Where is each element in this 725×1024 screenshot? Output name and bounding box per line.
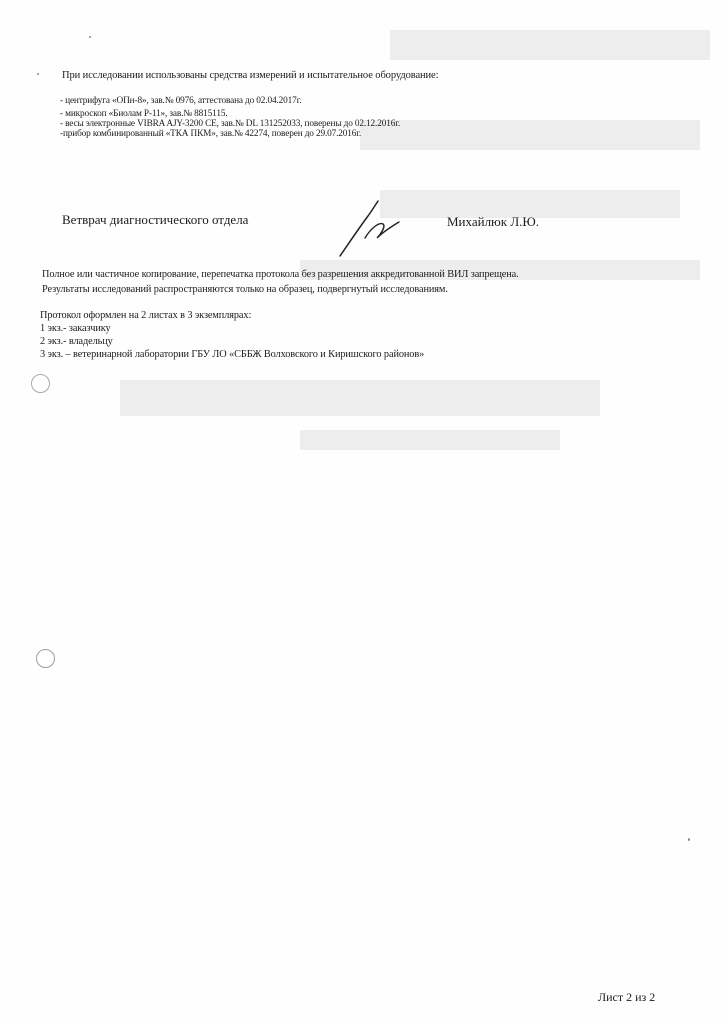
equipment-item-microscope: - микроскоп «Биолам Р-11», зав.№ 8815115.: [60, 109, 228, 119]
scan-speck: [89, 36, 91, 38]
sheet-number: Лист 2 из 2: [598, 990, 656, 1004]
protocol-summary: Протокол оформлен на 2 листах в 3 экземплярах:: [40, 310, 252, 321]
equipment-intro: При исследовании использованы средства измерений и испытательное оборудование:: [62, 70, 439, 81]
copy-recipient-owner: 2 экз.- владельцу: [40, 336, 113, 347]
equipment-item-meter: -прибор комбинированный «ТКА ПКМ», зав.№ 42274, поверен до 29.07.2016г.: [60, 129, 362, 139]
equipment-item-scales: - весы электронные VIBRA AJY-3200 CE, зав.№ DL 131252033, поверены до 02.12.2016г.: [60, 119, 400, 129]
copy-recipient-laboratory: 3 экз. – ветеринарной лаборатории ГБУ ЛО «СББЖ Волховского и Киришского районов»: [40, 349, 425, 360]
signatory-name: Михайлюк Л.Ю.: [447, 214, 540, 229]
copy-restriction-notice: Полное или частичное копирование, перепечатка протокола без разрешения аккредитованной ВИЛ запрещена.: [42, 269, 519, 280]
punch-hole-upper: [31, 374, 50, 393]
equipment-item-centrifuge: - центрифуга «ОПн-8», зав.№ 0976, аттестована до 02.04.2017г.: [60, 96, 302, 106]
punch-hole-lower: [36, 649, 55, 668]
results-scope-notice: Результаты исследований распространяются только на образец, подвергнутый исследованиям.: [42, 284, 448, 295]
scan-speck: [688, 838, 690, 841]
signatory-role: Ветврач диагностического отдела: [62, 212, 249, 227]
scan-speck: [37, 73, 39, 75]
handwritten-signature: [335, 198, 405, 260]
copy-recipient-customer: 1 экз.- заказчику: [40, 323, 111, 334]
